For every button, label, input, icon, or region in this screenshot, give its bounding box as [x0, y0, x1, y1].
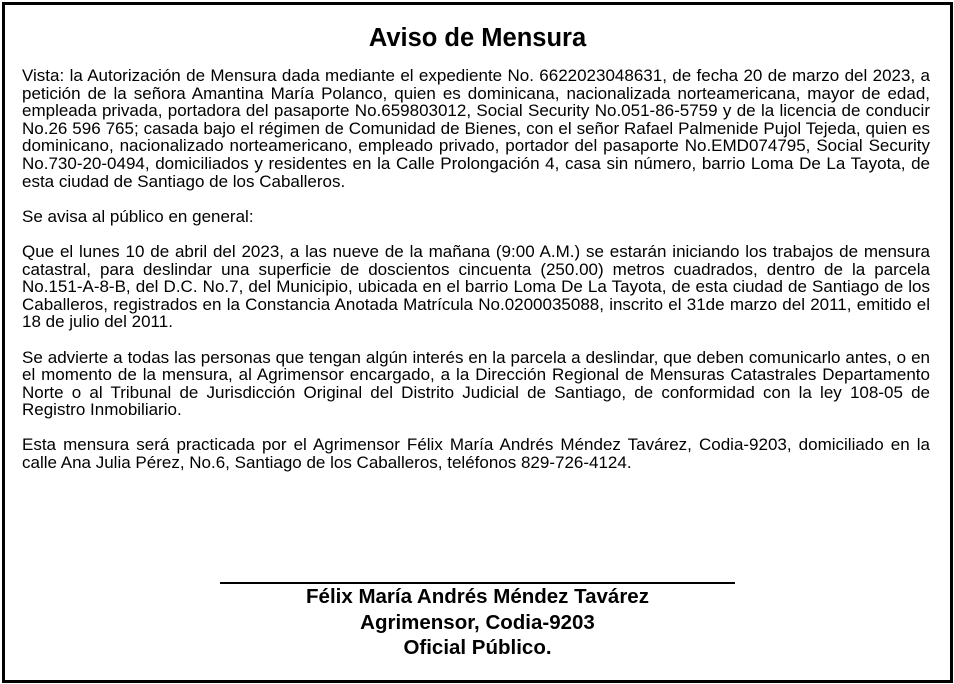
- signature-title: Agrimensor, Codia-9203: [360, 610, 595, 634]
- notice-body: [22, 67, 930, 472]
- paragraph-warning: Se advierte a todas las personas que tengan algún interés en la parcela a deslindar, que deben comunicarlo antes, o en el momento de la mensura, al Agrimensor encargado, a la Dirección Regional de Mensuras Catastrales Departamento Norte o al Tribunal de Jurisdicción Original del Distrito Judicial de Santiago, de conformidad con la ley 108-05 de Registro Inmobiliario.: [22, 347, 930, 420]
- signature-role: Oficial Público.: [403, 636, 552, 659]
- paragraph-authorization: Vista: la Autorización de Mensura dada mediante el expediente No. 6622023048631, de fecha 20 de marzo del 2023, a petición de la señora Amantina María Polanco, quien es dominicana, nacionalizada norteamericana, mayor de edad, empleada privada, portadora del pasaporte No.659803012, Social Security No.051-86-5759 y de la licencia de conducir No.26 596 765; casada bajo el régimen de Comunidad de Bienes, con el señor Rafael Palmenide Pujol Tejeda, quien es dominicano, nacionalizado norteamericano, empleado privado, portador del pasaporte No.EMD074795, Social Security No.730-20-0494, domiciliados y residentes en la Calle Prolongación 4, casa sin número, barrio Loma De La Tayota, de esta ciudad de Santiago de los Caballeros.: [22, 66, 930, 191]
- paragraph-public-notice: Se avisa al público en general:: [22, 206, 254, 226]
- paragraph-surveyor: Esta mensura será practicada por el Agrimensor Félix María Andrés Méndez Tavárez, Codia-9203, domiciliado en la calle Ana Julia Pérez, No.6, Santiago de los Caballeros, teléfonos 829-726-4124.: [22, 435, 930, 473]
- notice-frame: [2, 2, 953, 683]
- signature-block: [5, 584, 950, 661]
- paragraph-survey-date: Que el lunes 10 de abril del 2023, a las nueve de la mañana (9:00 A.M.) se estarán iniciando los trabajos de mensura catastral, para deslindar una superficie de doscientos cincuenta (250.00) metros cuadrados, dentro de la parcela No.151-A-8-B, del D.C. No.7, del Municipio, ubicada en el barrio Loma De La Tayota, de esta ciudad de Santiago de los Caballeros, registrados en la Constancia Anotada Matrícula No.0200035088, inscrito el 31de marzo del 2011, emitido el 18 de julio del 2011.: [22, 241, 930, 332]
- signature-name: Félix María Andrés Méndez Tavárez: [306, 585, 649, 608]
- notice-title: Aviso de Mensura: [368, 24, 587, 52]
